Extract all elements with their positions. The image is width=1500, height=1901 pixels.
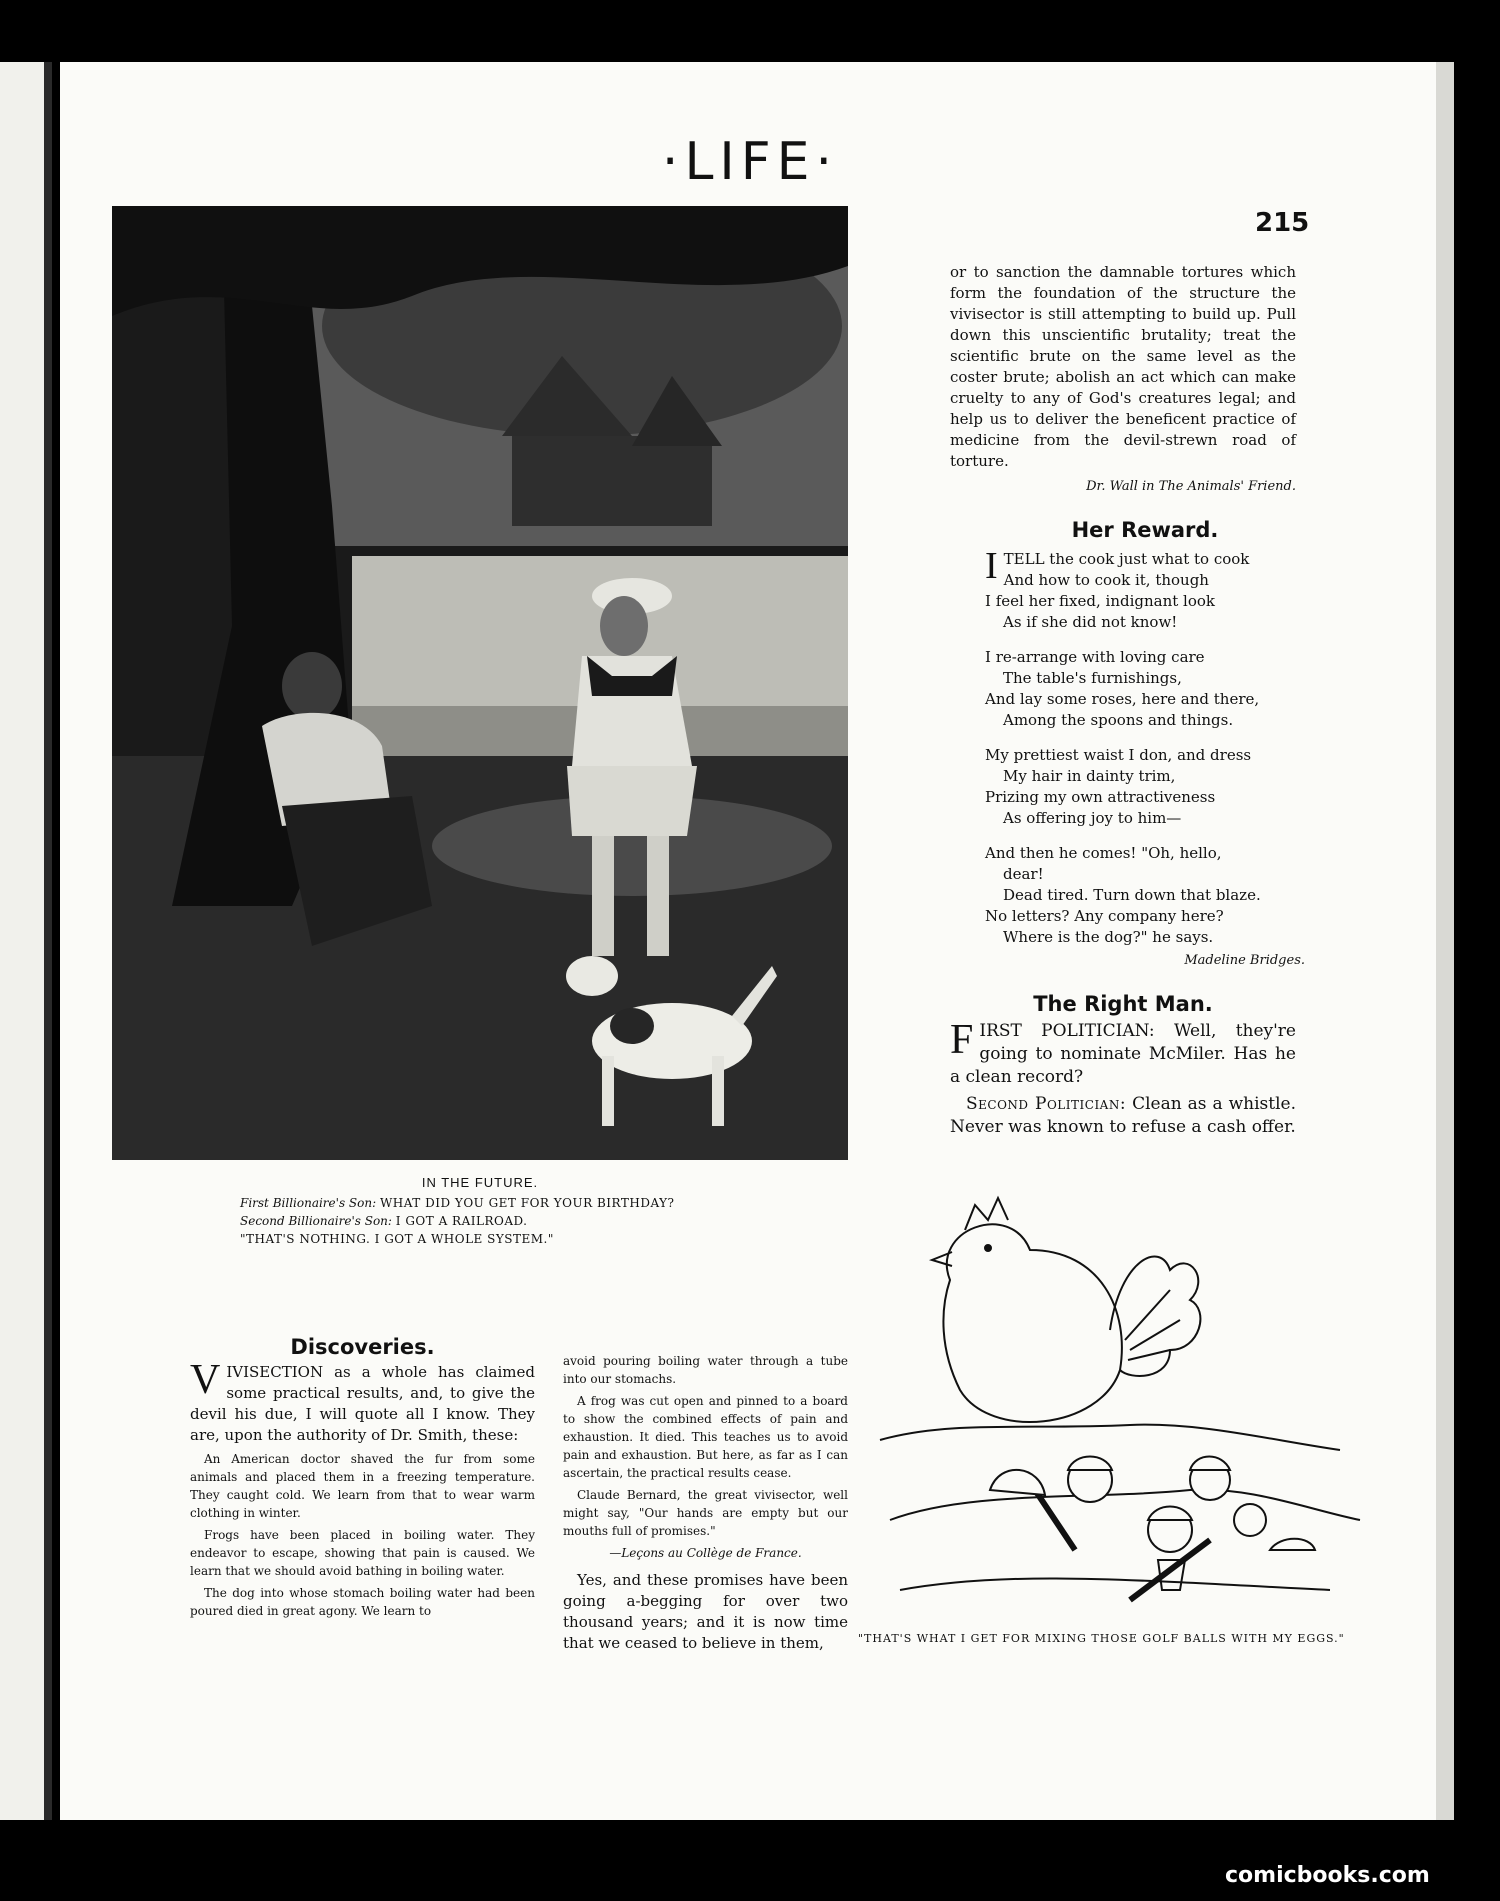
discoveries-para-5: avoid pouring boiling water through a tube into our stomachs. — [563, 1354, 848, 1386]
her-reward-title: Her Reward. — [1071, 518, 1219, 542]
right-man-para-1: IRST POLITICIAN: Well, they're going to nominate McMiler. Has he a clean record? — [950, 1021, 1296, 1087]
discoveries-para-2: An American doctor shaved the fur from some animals and placed them in a freezing temperature. They caught cold. We learn from that to wear warm clothing in winter. — [190, 1452, 535, 1520]
discoveries-para-1: IVISECTION as a whole has claimed some practical results, and, to give the devil his due, I will quote all I know. They are, upon the authority of Dr. Smith, these: — [190, 1363, 535, 1444]
her-reward-stanza-1 — [985, 545, 1305, 633]
illustration-in-the-future — [112, 206, 848, 1160]
discoveries-column-1 — [190, 1335, 535, 1624]
caption-line-3 — [240, 1232, 554, 1246]
caption-text-3: "THAT'S NOTHING. I GOT A WHOLE SYSTEM." — [240, 1232, 554, 1246]
discoveries-para-6: A frog was cut open and pinned to a board to show the combined effects of pain and exhaustion. It died. This teaches us to avoid pain and exhaustion. But here, as far as I can ascertain, the practical results cease. — [563, 1394, 848, 1480]
poem-line: My hair in dainty trim, — [1003, 767, 1176, 785]
illustration-caption-title: IN THE FUTURE. — [421, 1175, 539, 1190]
page-right-edge — [1436, 62, 1454, 1820]
poem-line: And how to cook it, though — [1003, 571, 1209, 589]
her-reward-stanza-2 — [985, 647, 1305, 731]
vivisection-attribution: Dr. Wall in The Animals' Friend. — [1086, 479, 1296, 494]
discoveries-column-2 — [563, 1352, 848, 1658]
poem-line: As if she did not know! — [1003, 613, 1178, 631]
engraving-image — [112, 206, 848, 1160]
discoveries-para-7: Claude Bernard, the great vivisector, well might say, "Our hands are empty but our mouths full of promises." — [563, 1488, 848, 1538]
discoveries-para-3: Frogs have been placed in boiling water. They endeavor to escape, showing that pain is caused. We learn that we should avoid bathing in boiling water. — [190, 1528, 535, 1578]
right-man-title: The Right Man. — [1033, 992, 1213, 1016]
hen-golf-cartoon — [870, 1190, 1370, 1620]
her-reward-author: Madeline Bridges. — [1184, 953, 1305, 968]
poem-line: TELL the cook just what to cook — [1003, 550, 1250, 568]
caption-speaker-1: First Billionaire's Son: — [240, 1196, 377, 1210]
caption-text-2: I GOT A RAILROAD. — [395, 1214, 528, 1228]
right-man-para-2: Clean as a whistle. Never was known to refuse a cash offer. — [950, 1094, 1296, 1137]
her-reward-stanza-3 — [985, 745, 1305, 829]
watermark: comicbooks.com — [1225, 1863, 1430, 1888]
discoveries-title: Discoveries. — [290, 1335, 435, 1359]
discoveries-para-8: Yes, and these promises have been going a-begging for over two thousand years; and it is now time that we ceased to believe in them, — [563, 1571, 848, 1652]
previous-page-edge — [0, 62, 48, 1820]
poem-line: Prizing my own attractiveness — [985, 788, 1216, 806]
poem-line: As offering joy to him— — [1003, 809, 1182, 827]
vivisection-continued-text: or to sanction the damnable tortures which form the foundation of the structure the vivisector is still attempting to build up. Pull down this unscientific brutality; treat the scientific brute on the same level as the coster brute; abolish an act which can make cruelty to any of God's creatures legal; and help us to deliver the beneficent practice of medicine from the devil-strewn road of torture. — [950, 263, 1296, 470]
right-man-dropcap: F — [950, 1017, 974, 1063]
caption-speaker-2: Second Billionaire's Son: — [240, 1214, 392, 1228]
caption-line-1 — [240, 1196, 675, 1210]
masthead: ·LIFE· — [661, 132, 839, 192]
her-reward-stanza-4 — [985, 843, 1305, 948]
caption-text-1: WHAT DID YOU GET FOR YOUR BIRTHDAY? — [379, 1196, 675, 1210]
discoveries-para-7-attribution: —Leçons au Collège de France. — [609, 1546, 802, 1560]
page-gutter — [44, 62, 52, 1820]
her-reward-poem — [985, 520, 1305, 971]
poem-line: Among the spoons and things. — [1003, 711, 1234, 729]
poem-line: The table's furnishings, — [1003, 669, 1182, 687]
poem-line: dear! — [1003, 865, 1044, 883]
right-man-article — [950, 993, 1296, 1143]
poem-line: Dead tired. Turn down that blaze. — [1003, 886, 1261, 904]
cartoon-caption: "THAT'S WHAT I GET FOR MIXING THOSE GOLF BALLS WITH MY EGGS." — [858, 1632, 1345, 1645]
poem-line: And lay some roses, here and there, — [985, 690, 1260, 708]
vivisection-continued-column — [950, 262, 1296, 497]
her-reward-dropcap: I — [985, 545, 998, 587]
discoveries-para-4: The dog into whose stomach boiling water had been poured died in great agony. We learn to — [190, 1586, 535, 1618]
right-man-speaker-2: Second Politician: — [966, 1094, 1127, 1114]
poem-line: And then he comes! "Oh, hello, — [985, 844, 1222, 862]
poem-line: I feel her fixed, indignant look — [985, 592, 1215, 610]
poem-line: No letters? Any company here? — [985, 907, 1224, 925]
poem-line: Where is the dog?" he says. — [1003, 928, 1214, 946]
cartoon-drawing — [870, 1190, 1370, 1620]
page-number: 215 — [1255, 208, 1310, 238]
poem-line: I re-arrange with loving care — [985, 648, 1205, 666]
caption-line-2 — [240, 1214, 528, 1228]
poem-line: My prettiest waist I don, and dress — [985, 746, 1252, 764]
discoveries-dropcap: V — [190, 1357, 221, 1403]
